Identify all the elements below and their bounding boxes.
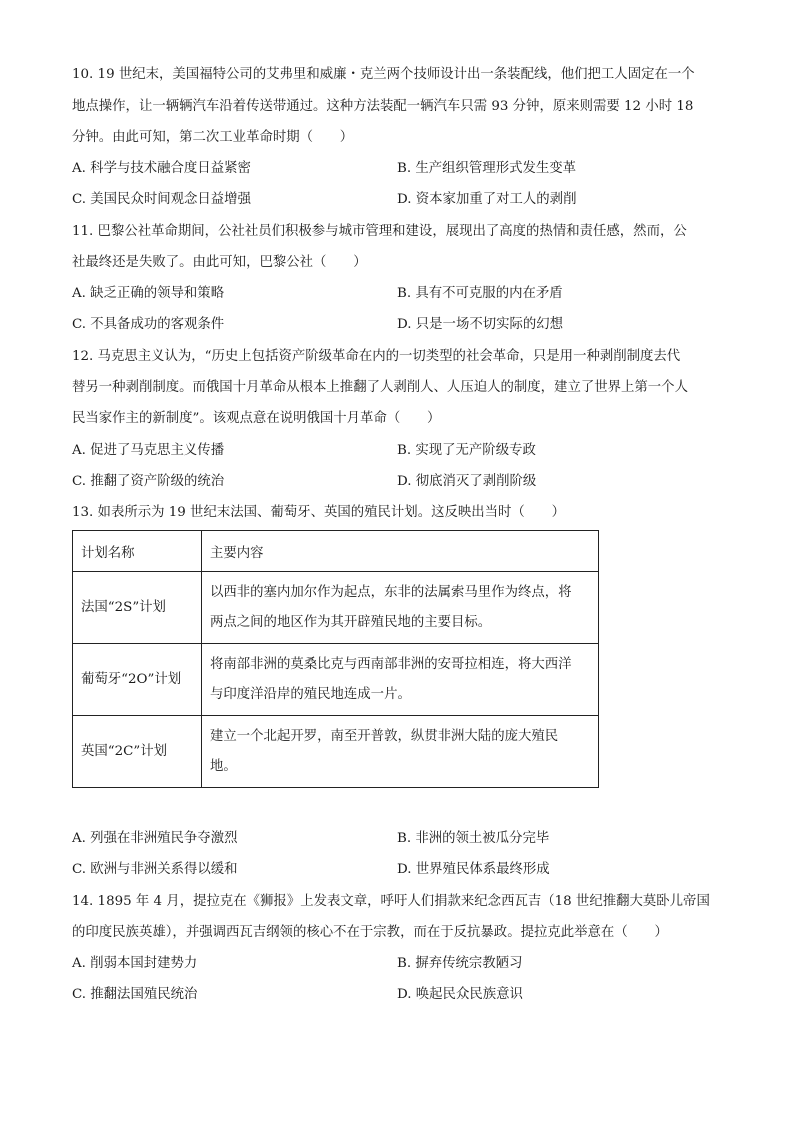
table-header-main-content: 主要内容 (202, 531, 599, 572)
q10-option-a: A. 科学与技术融合度日益紧密 (72, 161, 251, 176)
q13-option-c: C. 欧洲与非洲关系得以缓和 (72, 862, 238, 877)
q12-stem-line-1: 12. 马克思主义认为，“历史上包括资产阶级革命在内的一切类型的社会革命，只是用一种剥削制度去代 (72, 349, 681, 364)
table-cell-content (202, 572, 599, 644)
q12-option-d: D. 彻底消灭了剥削阶级 (397, 474, 537, 489)
q13-option-b: B. 非洲的领土被瓜分完毕 (397, 831, 550, 846)
q14-stem-line-2: 的印度民族英雄），并强调西瓦吉纲领的核心不在于宗教，而在于反抗暴政。提拉克此举意在（ ） (72, 925, 668, 940)
table-row (73, 644, 599, 716)
q13-option-d: D. 世界殖民体系最终形成 (397, 862, 550, 877)
table-cell-content-line: 两点之间的地区作为其开辟殖民地的主要目标。 (210, 614, 492, 630)
table-header-row (73, 531, 599, 572)
q14-option-a: A. 削弱本国封建势力 (72, 956, 198, 971)
q12-stem-line-2: 替另一种剥削制度。而俄国十月革命从根本上推翻了人剥削人、人压迫人的制度，建立了世界上第一个人 (72, 380, 688, 395)
q10-stem-line-1: 10. 19 世纪末，美国福特公司的艾弗里和威廉・克兰两个技师设计出一条装配线，他们把工人固定在一个 (72, 67, 695, 82)
q12-option-c: C. 推翻了资产阶级的统治 (72, 474, 225, 489)
q11-option-b: B. 具有不可克服的内在矛盾 (397, 286, 563, 301)
table-cell-content (202, 644, 599, 716)
table-header-plan-name: 计划名称 (73, 531, 202, 572)
q11-option-c: C. 不具备成功的客观条件 (72, 317, 225, 332)
table-row (73, 716, 599, 788)
table-cell-content (202, 716, 599, 788)
table-cell-plan-name: 英国“2C”计划 (73, 716, 202, 788)
table-cell-content-line: 地。 (210, 758, 237, 774)
table-cell-content-line: 以西非的塞内加尔作为起点，东非的法属索马里作为终点，将 (210, 584, 572, 600)
q11-option-d: D. 只是一场不切实际的幻想 (397, 317, 564, 332)
q12-option-a: A. 促进了马克思主义传播 (72, 443, 225, 458)
q14-stem-line-1: 14. 1895 年 4 月，提拉克在《狮报》上发表文章，呼吁人们捐款来纪念西瓦吉（18 世纪推翻大莫卧儿帝国 (72, 894, 710, 909)
table-cell-content-line: 与印度洋沿岸的殖民地连成一片。 (210, 686, 411, 702)
table-cell-content-line: 建立一个北起开罗，南至开普敦，纵贯非洲大陆的庞大殖民 (210, 728, 559, 744)
q14-option-b: B. 摒弃传统宗教陋习 (397, 956, 523, 971)
table-cell-plan-name: 葡萄牙“2O”计划 (73, 644, 202, 716)
q11-stem-line-1: 11. 巴黎公社革命期间，公社社员们积极参与城市管理和建设，展现出了高度的热情和责任感，然而，公 (72, 224, 687, 239)
q14-option-d: D. 唤起民众民族意识 (397, 987, 523, 1002)
q11-option-a: A. 缺乏正确的领导和策略 (72, 286, 225, 301)
q13-option-a: A. 列强在非洲殖民争夺激烈 (72, 831, 238, 846)
table-cell-content-line: 将南部非洲的莫桑比克与西南部非洲的安哥拉相连，将大西洋 (210, 656, 572, 672)
q10-option-d: D. 资本家加重了对工人的剥削 (397, 192, 577, 207)
q10-stem-line-2: 地点操作，让一辆辆汽车沿着传送带通过。这种方法装配一辆汽车只需 93 分钟，原来则需要 12 小时 18 (72, 99, 694, 114)
q11-stem-line-2: 社最终还是失败了。由此可知，巴黎公社（ ） (72, 255, 367, 270)
colonial-plan-table (72, 530, 599, 788)
table-row (73, 572, 599, 644)
q13-stem-line-1: 13. 如表所示为 19 世纪末法国、葡萄牙、英国的殖民计划。这反映出当时（ ） (72, 505, 565, 520)
q12-stem-line-3: 民当家作主的新制度”。该观点意在说明俄国十月革命（ ） (72, 411, 441, 426)
q10-option-b: B. 生产组织管理形式发生变革 (397, 161, 577, 176)
q14-option-c: C. 推翻法国殖民统治 (72, 987, 198, 1002)
table-cell-plan-name: 法国“2S”计划 (73, 572, 202, 644)
q10-stem-line-3: 分钟。由此可知，第二次工业革命时期（ ） (72, 130, 354, 145)
q10-option-c: C. 美国民众时间观念日益增强 (72, 192, 251, 207)
q12-option-b: B. 实现了无产阶级专政 (397, 443, 536, 458)
